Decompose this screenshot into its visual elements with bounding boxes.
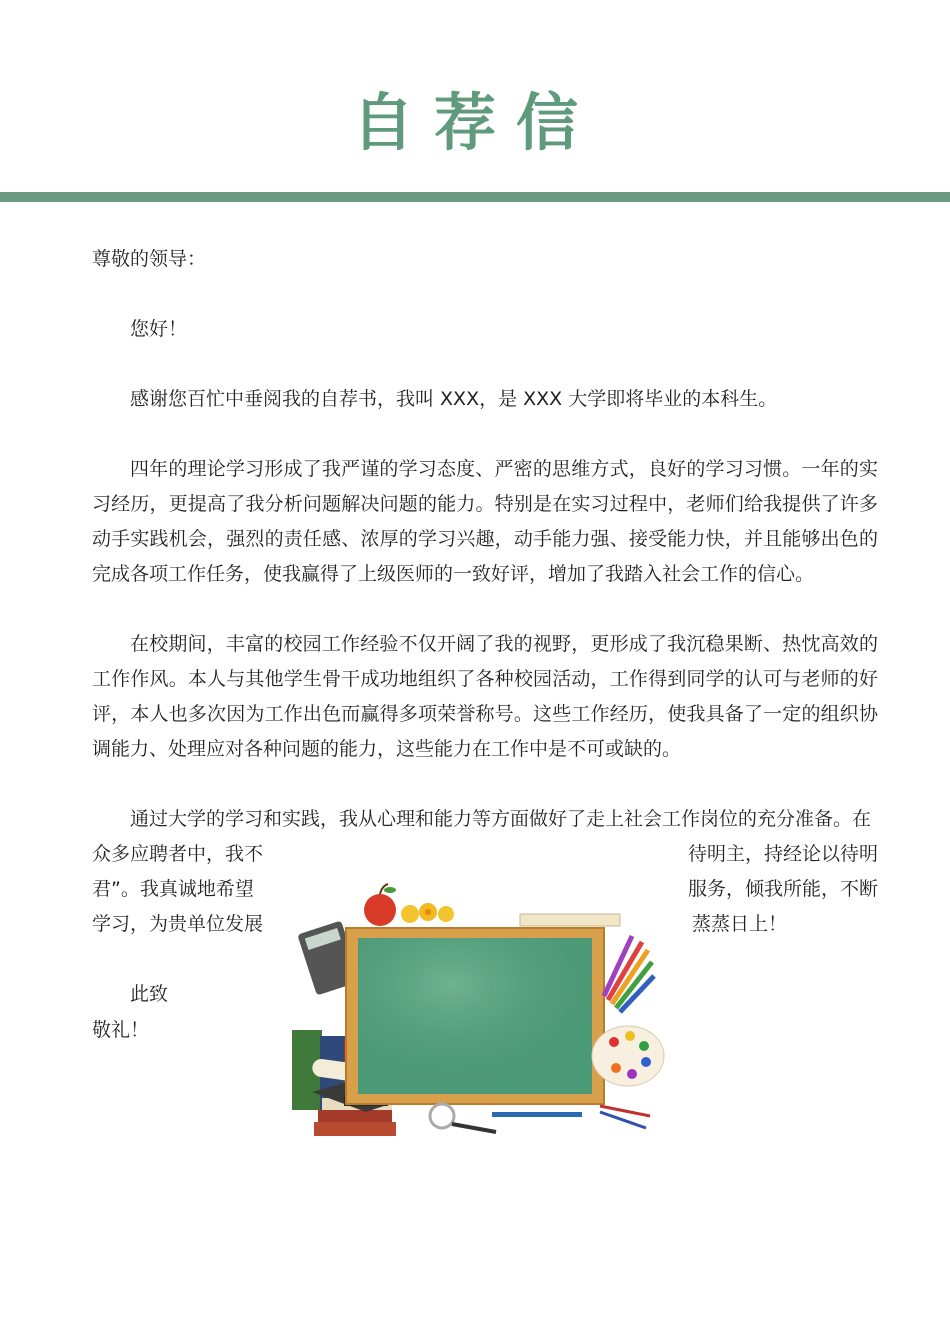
paragraph-preparation-line: 服务，倾我所能，不断 — [687, 878, 878, 900]
paragraph-preparation-line: 待明主，持经论以待明 — [687, 843, 878, 865]
paragraph-preparation-line: 通过大学的学习和实践，我从心理和能力等方面做好了走上社会工作岗位的充分准备。在 — [130, 808, 872, 830]
paragraph-intro: 感谢您百忙中垂阅我的自荐书，我叫 XXX，是 XXX 大学即将毕业的本科生。 — [130, 388, 778, 410]
salutation: 尊敬的领导： — [92, 248, 207, 270]
page-title: 自荐信 — [351, 86, 598, 159]
closing-respect: 此致 — [130, 983, 169, 1005]
paragraph-preparation-line: 众多应聘者中，我不 — [92, 843, 264, 865]
paragraph-campus: 在校期间，丰富的校园工作经验不仅开阔了我的视野，更形成了我沉稳果断、热忱高效的工作作风。本人与其他学生骨干成功地组织了各种校园活动，工作得到同学的认可与老师的好评，本人也多次因为工作出色而赢得多项荣誉称号。这些工作经历，使我具备了一定的组织协调能力、处理应对各种问题的能力，这些能力在工作中是不可或缺的。 — [92, 633, 878, 760]
closing-salute: 敬礼！ — [92, 1019, 150, 1041]
greeting: 您好！ — [130, 318, 188, 340]
paragraph-preparation-line: 君”。我真诚地希望 — [92, 878, 254, 900]
paragraph-preparation-line: 蒸蒸日上！ — [692, 913, 788, 935]
chalkboard-school-supplies-icon — [282, 880, 668, 1142]
paragraph-preparation-line: 学习，为贵单位发展 — [92, 913, 264, 935]
header-divider — [0, 192, 950, 202]
paragraph-study: 四年的理论学习形成了我严谨的学习态度、严密的思维方式，良好的学习习惯。一年的实习经历，更提高了我分析问题解决问题的能力。特别是在实习过程中，老师们给我提供了许多动手实践机会，强烈的责任感、浓厚的学习兴趣，动手能力强、接受能力快，并且能够出色的完成各项工作任务，使我赢得了上级医师的一致好评，增加了我踏入社会工作的信心。 — [92, 458, 878, 585]
